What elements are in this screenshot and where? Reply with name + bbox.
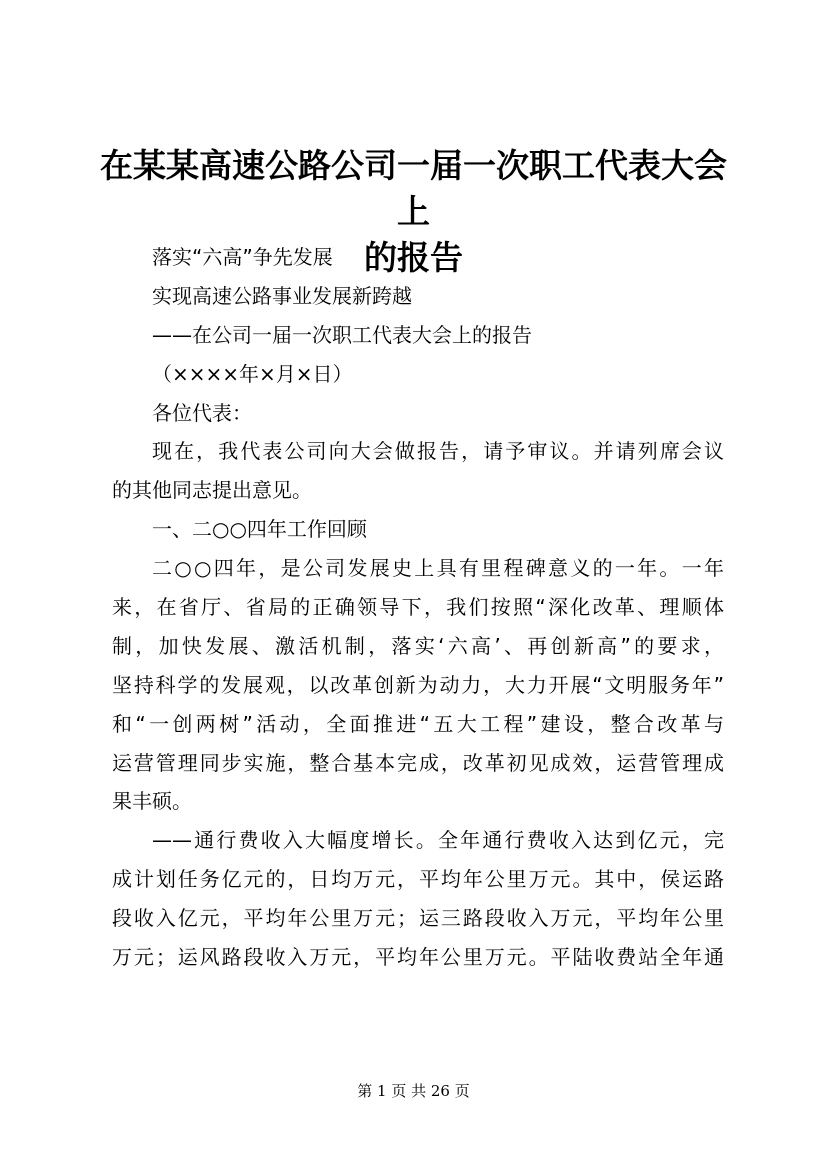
paragraph-line: 和“一创两树”活动，全面推进“五大工程”建设，整合改革与 — [112, 711, 724, 736]
document-body — [112, 238, 724, 977]
paragraph-line: 果丰硕。 — [112, 789, 192, 814]
subtitle-line: ——在公司一届一次职工代表大会上的报告 — [152, 322, 532, 347]
paragraph-line: 的其他同志提出意见。 — [112, 478, 312, 503]
paragraph-line: 二○○四年，是公司发展史上具有里程碑意义的一年。一年 — [152, 556, 724, 581]
paragraph-line: 成计划任务亿元的，日均万元，平均年公里万元。其中，侯运路 — [112, 867, 724, 892]
salutation: 各位代表： — [152, 400, 252, 425]
page-footer: 第 1 页 共 26 页 — [357, 1082, 470, 1100]
paragraph-line: 现在，我代表公司向大会做报告，请予审议。并请列席会议 — [152, 439, 724, 464]
subtitle-line: 落实“六高”争先发展 — [152, 245, 333, 269]
paragraph-line: 制，加快发展、激活机制，落实‘六高’、再创新高”的要求， — [112, 633, 724, 658]
paragraph-line: 来，在省厅、省局的正确领导下，我们按照“深化改革、理顺体 — [112, 595, 724, 620]
paragraph-line: 万元；运风路段收入万元，平均年公里万元。平陆收费站全年通 — [112, 945, 724, 970]
title-line-2: 的报告 — [364, 238, 463, 277]
date-line: （××××年×月×日） — [152, 361, 353, 386]
subtitle-line: 实现高速公路事业发展新跨越 — [152, 283, 412, 308]
title-line-1: 在某某高速公路公司一届一次职工代表大会上 — [100, 146, 727, 231]
paragraph-line: 段收入亿元，平均年公里万元；运三路段收入万元，平均年公里 — [112, 906, 724, 931]
paragraph-line: 运营管理同步实施，整合基本完成，改革初见成效，运营管理成 — [112, 750, 724, 775]
paragraph-line: ——通行费收入大幅度增长。全年通行费收入达到亿元，完 — [152, 828, 724, 853]
paragraph-line: 坚持科学的发展观，以改革创新为动力，大力开展“文明服务年” — [112, 672, 724, 697]
section-heading: 一、二○○四年工作回顾 — [152, 517, 367, 542]
